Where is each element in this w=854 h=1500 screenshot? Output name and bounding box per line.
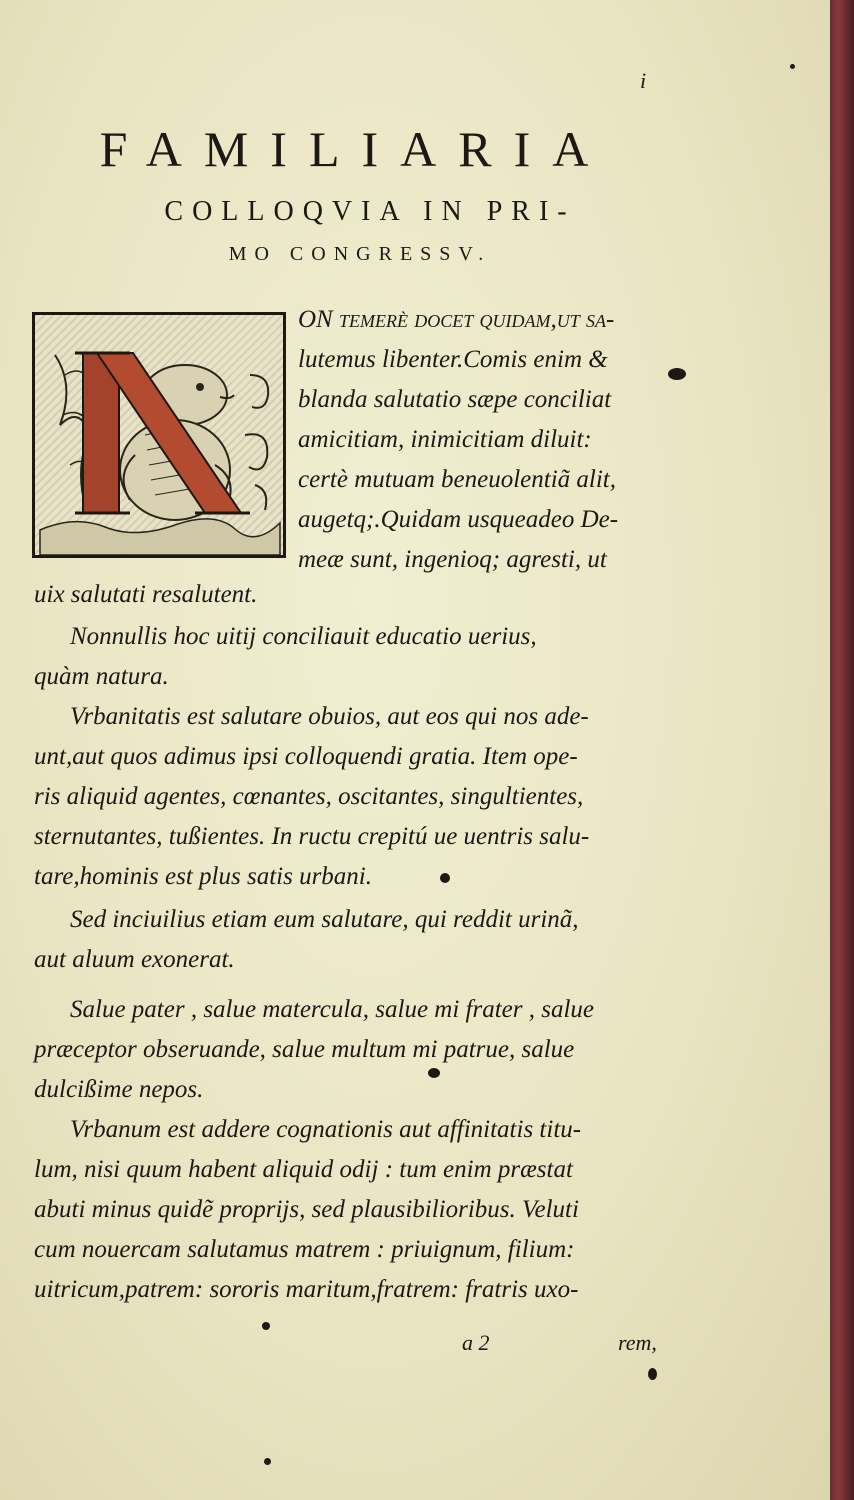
woodcut-illustration — [35, 315, 283, 555]
subtitle-line-1: COLLOQVIA IN PRI- — [164, 196, 576, 227]
paragraph-1-continuation — [34, 575, 684, 615]
paragraph-3 — [34, 697, 684, 897]
ink-spot — [648, 1368, 657, 1380]
text-line: tare,hominis est plus satis urbani. — [34, 863, 372, 890]
text-line: Salue pater , salue matercula, salue mi frater , salue — [70, 996, 595, 1023]
ink-spot — [668, 368, 686, 380]
text-line: Sed inciuilius etiam eum salutare, qui reddit urinã, — [70, 906, 579, 933]
paragraph-4 — [34, 900, 684, 980]
ink-spot — [428, 1068, 440, 1078]
text-line: cum nouercam salutamus matrem : priuignum, filium: — [34, 1236, 575, 1263]
text-line: unt,aut quos adimus ipsi colloquendi gratia. Item ope- — [34, 743, 578, 770]
book-binding — [828, 0, 854, 1500]
text-line: præceptor obseruande, salue multum mi patrue, salue — [34, 1036, 575, 1063]
text-line: aut aluum exonerat. — [34, 946, 235, 973]
decorated-initial — [32, 312, 286, 558]
signature-mark: a 2 — [462, 1330, 490, 1355]
text-line: Vrbanitatis est salutare obuios, aut eos qui nos ade- — [70, 703, 589, 730]
text-line: meæ sunt, ingenioq; agresti, ut — [298, 546, 607, 573]
text-line: Vrbanum est addere cognationis aut affinitatis titu- — [70, 1116, 582, 1143]
page-title: FAMILIARIA — [99, 121, 611, 177]
text-line: augetq;.Quidam usqueadeo De- — [298, 506, 619, 533]
paragraph-1-beside-initial — [298, 300, 688, 580]
paragraph-5 — [34, 990, 684, 1110]
text-line: uix salutati resalutent. — [34, 581, 258, 608]
catchword: rem, — [618, 1330, 657, 1355]
text-line: sternutantes, tußientes. In ructu crepitú ue uentris salu- — [34, 823, 590, 850]
ink-spot — [440, 873, 450, 883]
text-line: uitricum,patrem: sororis maritum,fratrem: fratris uxo- — [34, 1276, 579, 1303]
text-line: lutemus libenter.Comis enim & — [298, 346, 608, 373]
text-line: certè mutuam beneuolentiã alit, — [298, 466, 616, 493]
text-line: quàm natura. — [34, 663, 169, 690]
text-line: ris aliquid agentes, cœnantes, oscitantes, singultientes, — [34, 783, 584, 810]
text-line: amicitiam, inimicitiam diluit: — [298, 426, 592, 453]
text-line: dulcißime nepos. — [34, 1076, 204, 1103]
paragraph-6 — [34, 1110, 684, 1310]
text-line: Nonnullis hoc uitij conciliauit educatio uerius, — [70, 623, 537, 650]
text-line: abuti minus quidẽ proprijs, sed plausibilioribus. Veluti — [34, 1196, 579, 1223]
text-line: lum, nisi quum habent aliquid odij : tum enim præstat — [34, 1156, 573, 1183]
text-line: ON temerè docet quidam,ut sa- — [298, 306, 615, 333]
ink-spot — [264, 1458, 271, 1465]
folio-number: i — [640, 68, 647, 93]
ink-spot — [262, 1322, 270, 1330]
text-line: blanda salutatio sæpe conciliat — [298, 386, 612, 413]
paragraph-2 — [34, 617, 684, 697]
subtitle-line-2: MO CONGRESSV. — [228, 243, 492, 265]
ink-spot — [790, 64, 795, 69]
